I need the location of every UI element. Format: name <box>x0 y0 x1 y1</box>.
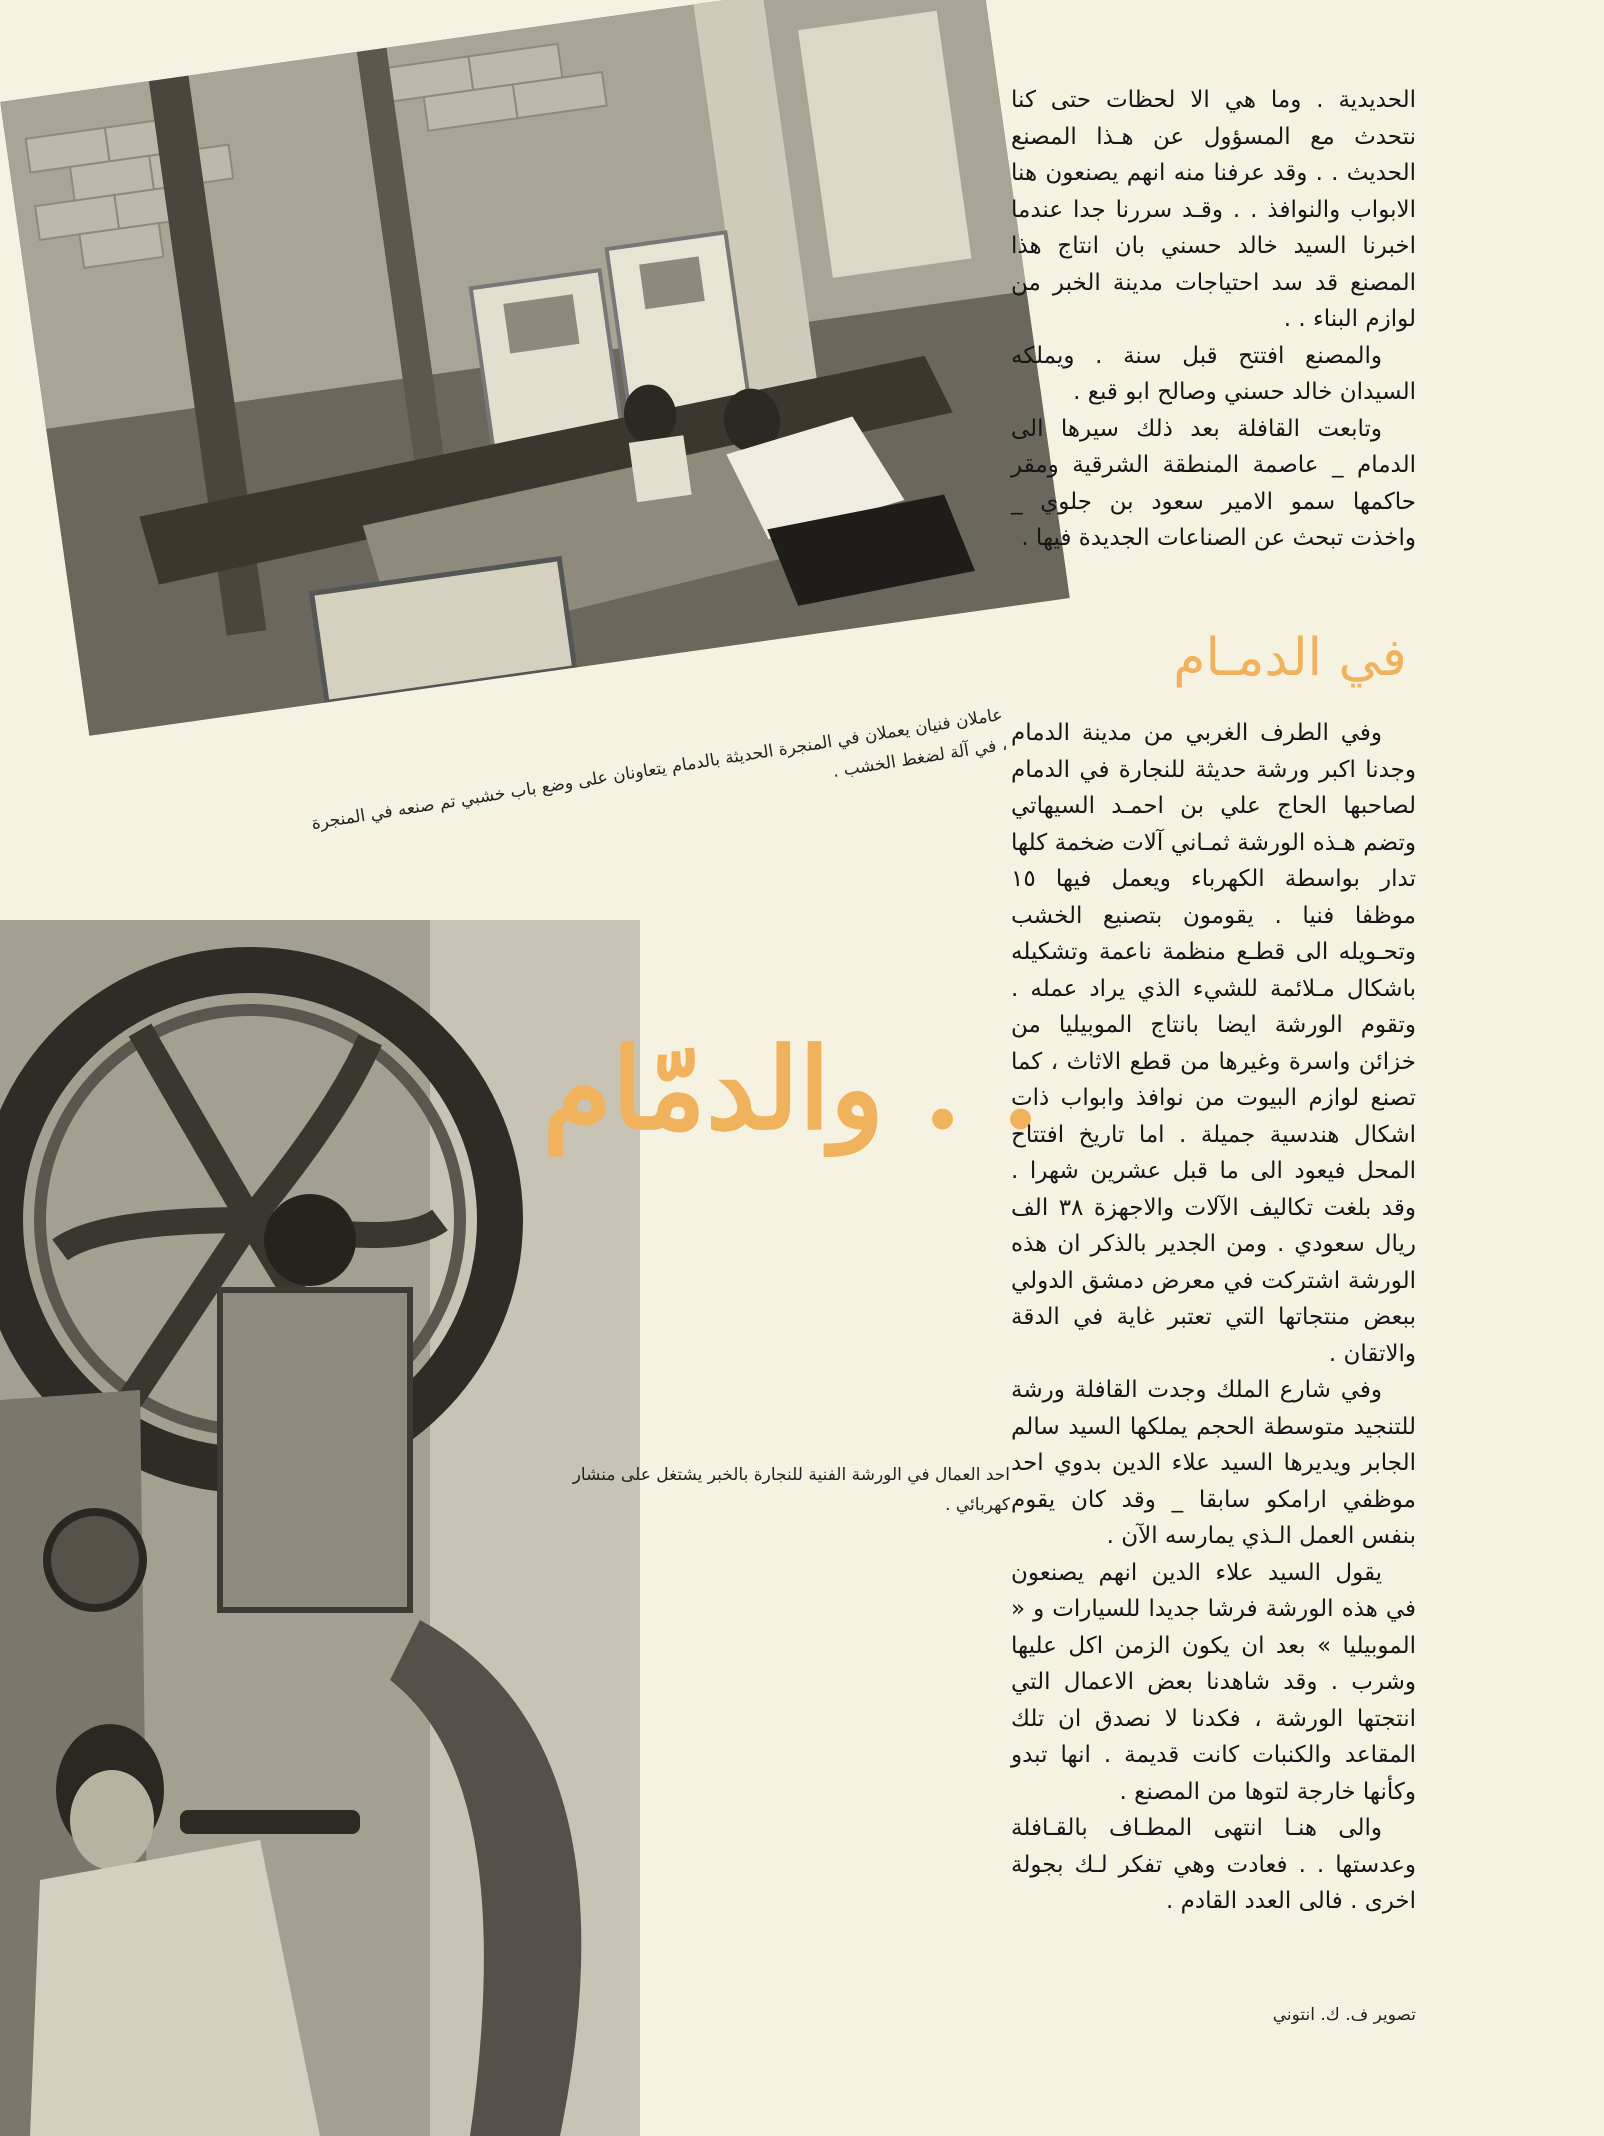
paragraph: والى هنـا انتهى المطـاف بالقـافلة وعدستها . . فعادت وهي تفكر لـك بجولة اخرى . فالى العدد القادم . <box>1011 1815 1416 1914</box>
paragraph: وفي شارع الملك وجدت القافلة ورشة للتنجيد متوسطة الحجم يملكها السيد سالم الجابر ويديرها السيد علاء الدين بدوي احد موظفي ارامكو سابقا _ وقد كان يقوم بنفس العمل الـذي يمارسه الآن . <box>1011 1377 1416 1549</box>
paragraph: الحديدية . وما هي الا لحظات حتى كنا نتحدث مع المسؤول عن هـذا المصنع الحديث . . وقد عرفنا منه انهم يصنعون هنا الابواب والنوافذ . . وقـد سررنا جدا عندما اخبرنا السيد خالد حسني بان انتاج هذا المصنع قد سد احتياجات مدينة الخبر من لوازم البناء . . <box>1011 87 1416 332</box>
photo-bottom-caption: احد العمال في الورشة الفنية للنجارة بالخبر يشتغل على منشار كهربائي . <box>572 1465 1010 1515</box>
paragraph: وفي الطرف الغربي من مدينة الدمام وجدنا اكبر ورشة حديثة للنجارة في الدمام لصاحبها الحاج علي بن احمـد السيهاتي وتضم هـذه الورشة ثمـاني آلات ضخمة كلها تدار بواسطة الكهرباء ويعمل فيها ١٥ موظفا فنيا . يقومون بتصنيع الخشب وتحـويله الى قطـع منظمة ناعمة وتشكيله باشكال مـلائمة للشيء الذي يراد عمله . وتقوم الورشة ايضا بانتاج الموبيليا من خزائن واسرة وغيرها من قطع الاثاث ، كما تصنع لوازم البيوت من نوافذ وابواب ذات اشكال هندسية جميلة . اما تاريخ افتتاح المحل فيعود الى ما قبل عشرين شهرا . وقد بلغت تكاليف الآلات والاجهزة ٣٨ الف ريال سعودي . ومن الجدير بالذكر ان هذه الورشة اشتركت في معرض دمشق الدولي ببعض منتجاتها التي تعتبر غاية في الدقة والاتقان . <box>1011 720 1416 1367</box>
article-column-top <box>1011 82 1416 557</box>
workers-photo <box>0 0 1069 736</box>
photo-top-caption: عاملان فنيان يعملان في المنجرة الحديثة بالدمام يتعاونان على وضع باب خشبي تم صنعه في المنجرة ، في آلة لضغط الخشب . <box>310 704 1009 835</box>
article-column-bottom <box>1011 715 1416 1920</box>
photo-credit: تصوير ف. ك. انتوني <box>1272 2005 1416 2025</box>
paragraph: يقول السيد علاء الدين انهم يصنعون في هذه الورشة فرشا جديدا للسيارات و « الموبيليا » بعد ان يكون الزمن اكل عليها وشرب . وقد شاهدنا بعض الاعمال التي انتجتها الورشة ، فكدنا لا نصدق ان تلك المقاعد والكنبات كانت قديمة . انها تبدو وكأنها خارجة لتوها من المصنع . <box>1011 1559 1416 1805</box>
paragraph: وتابعت القافلة بعد ذلك سيرها الى الدمام _ عاصمة المنطقة الشرقية ومقر حاكمها سمو الامير سعود بن جلوي _ واخذت تبحث عن الصناعات الجديدة فيها . <box>1011 415 1416 551</box>
paragraph: والمصنع افتتح قبل سنة . ويملكه السيدان خالد حسني وصالح ابو قبع . <box>1011 342 1416 405</box>
section-subhead: في الدمـام <box>1173 628 1407 688</box>
page-headline: . . والدمّام <box>542 1024 1040 1155</box>
